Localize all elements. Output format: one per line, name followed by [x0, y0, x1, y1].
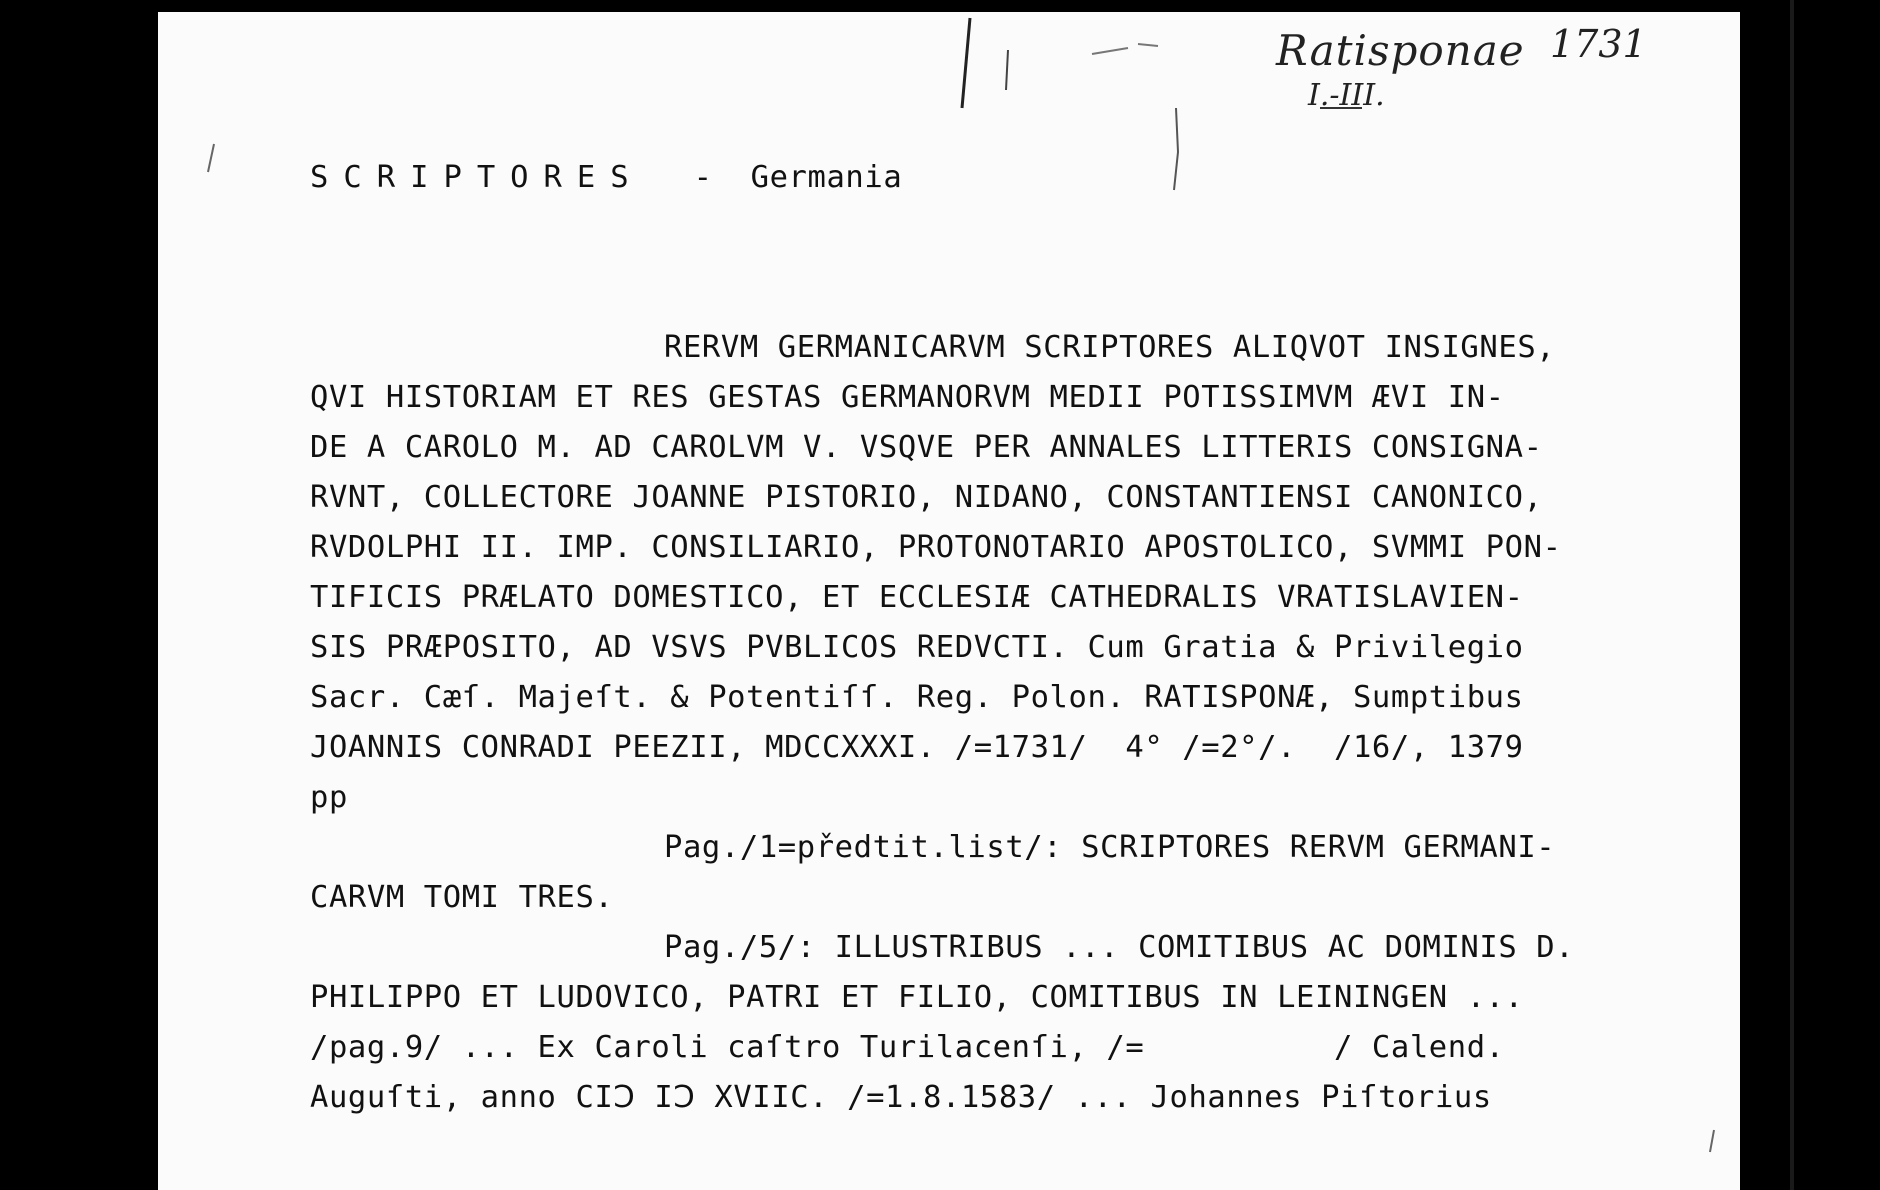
body-line: Sacr. Cæſ. Majeſt. & Potentiſſ. Reg. Polon. RATISPONÆ, Sumptibus [310, 680, 1524, 715]
handwritten-year: 1731 [1550, 22, 1647, 66]
scan-edge [1790, 0, 1794, 1190]
heading-country: Germania [750, 160, 903, 195]
handwritten-place: Ratisponae [1276, 26, 1525, 75]
body-line: /pag.9/ ... Ex Caroli caſtro Turilacenſi, /= / Calend. [310, 1030, 1505, 1065]
body-line: RERVM GERMANICARVM SCRIPTORES ALIQVOT INSIGNES, [664, 330, 1556, 365]
body-line: Pag./1=předtit.list/: SCRIPTORES RERVM GERMANI- [664, 830, 1556, 865]
catalog-card [158, 12, 1740, 1190]
body-line: JOANNIS CONRADI PEEZII, MDCCXXXI. /=1731/ 4° /=2°/. /16/, 1379 [310, 730, 1524, 765]
body-line: RVNT, COLLECTORE JOANNE PISTORIO, NIDANO, CONSTANTIENSI CANONICO, [310, 480, 1543, 515]
body-line: pp [310, 780, 348, 815]
body-line: PHILIPPO ET LUDOVICO, PATRI ET FILIO, COMITIBUS IN LEININGEN ... [310, 980, 1524, 1015]
body-line: Auguſti, anno CIↃ IↃ XVIIC. /=1.8.1583/ ... Johannes Piſtorius [310, 1080, 1492, 1115]
body-line: Pag./5/: ILLUSTRIBUS ... COMITIBUS AC DOMINIS D. [664, 930, 1575, 965]
heading-dash: - [693, 160, 713, 195]
body-line: RVDOLPHI II. IMP. CONSILIARIO, PROTONOTARIO APOSTOLICO, SVMMI PON- [310, 530, 1562, 565]
heading-subject: SCRIPTORES [310, 160, 644, 195]
body-line: CARVM TOMI TRES. [310, 880, 614, 915]
body-line: TIFICIS PRÆLATO DOMESTICO, ET ECCLESIÆ CATHEDRALIS VRATISLAVIEN- [310, 580, 1524, 615]
body-line: SIS PRÆPOSITO, AD VSVS PVBLICOS REDVCTI. Cum Gratia & Privilegio [310, 630, 1524, 665]
card-heading [310, 160, 902, 195]
body-line: DE A CAROLO M. AD CAROLVM V. VSQVE PER ANNALES LITTERIS CONSIGNA- [310, 430, 1543, 465]
body-line: QVI HISTORIAM ET RES GESTAS GERMANORVM MEDII POTISSIMVM ÆVI IN- [310, 380, 1505, 415]
handwritten-volumes: I.-III. [1308, 78, 1385, 113]
